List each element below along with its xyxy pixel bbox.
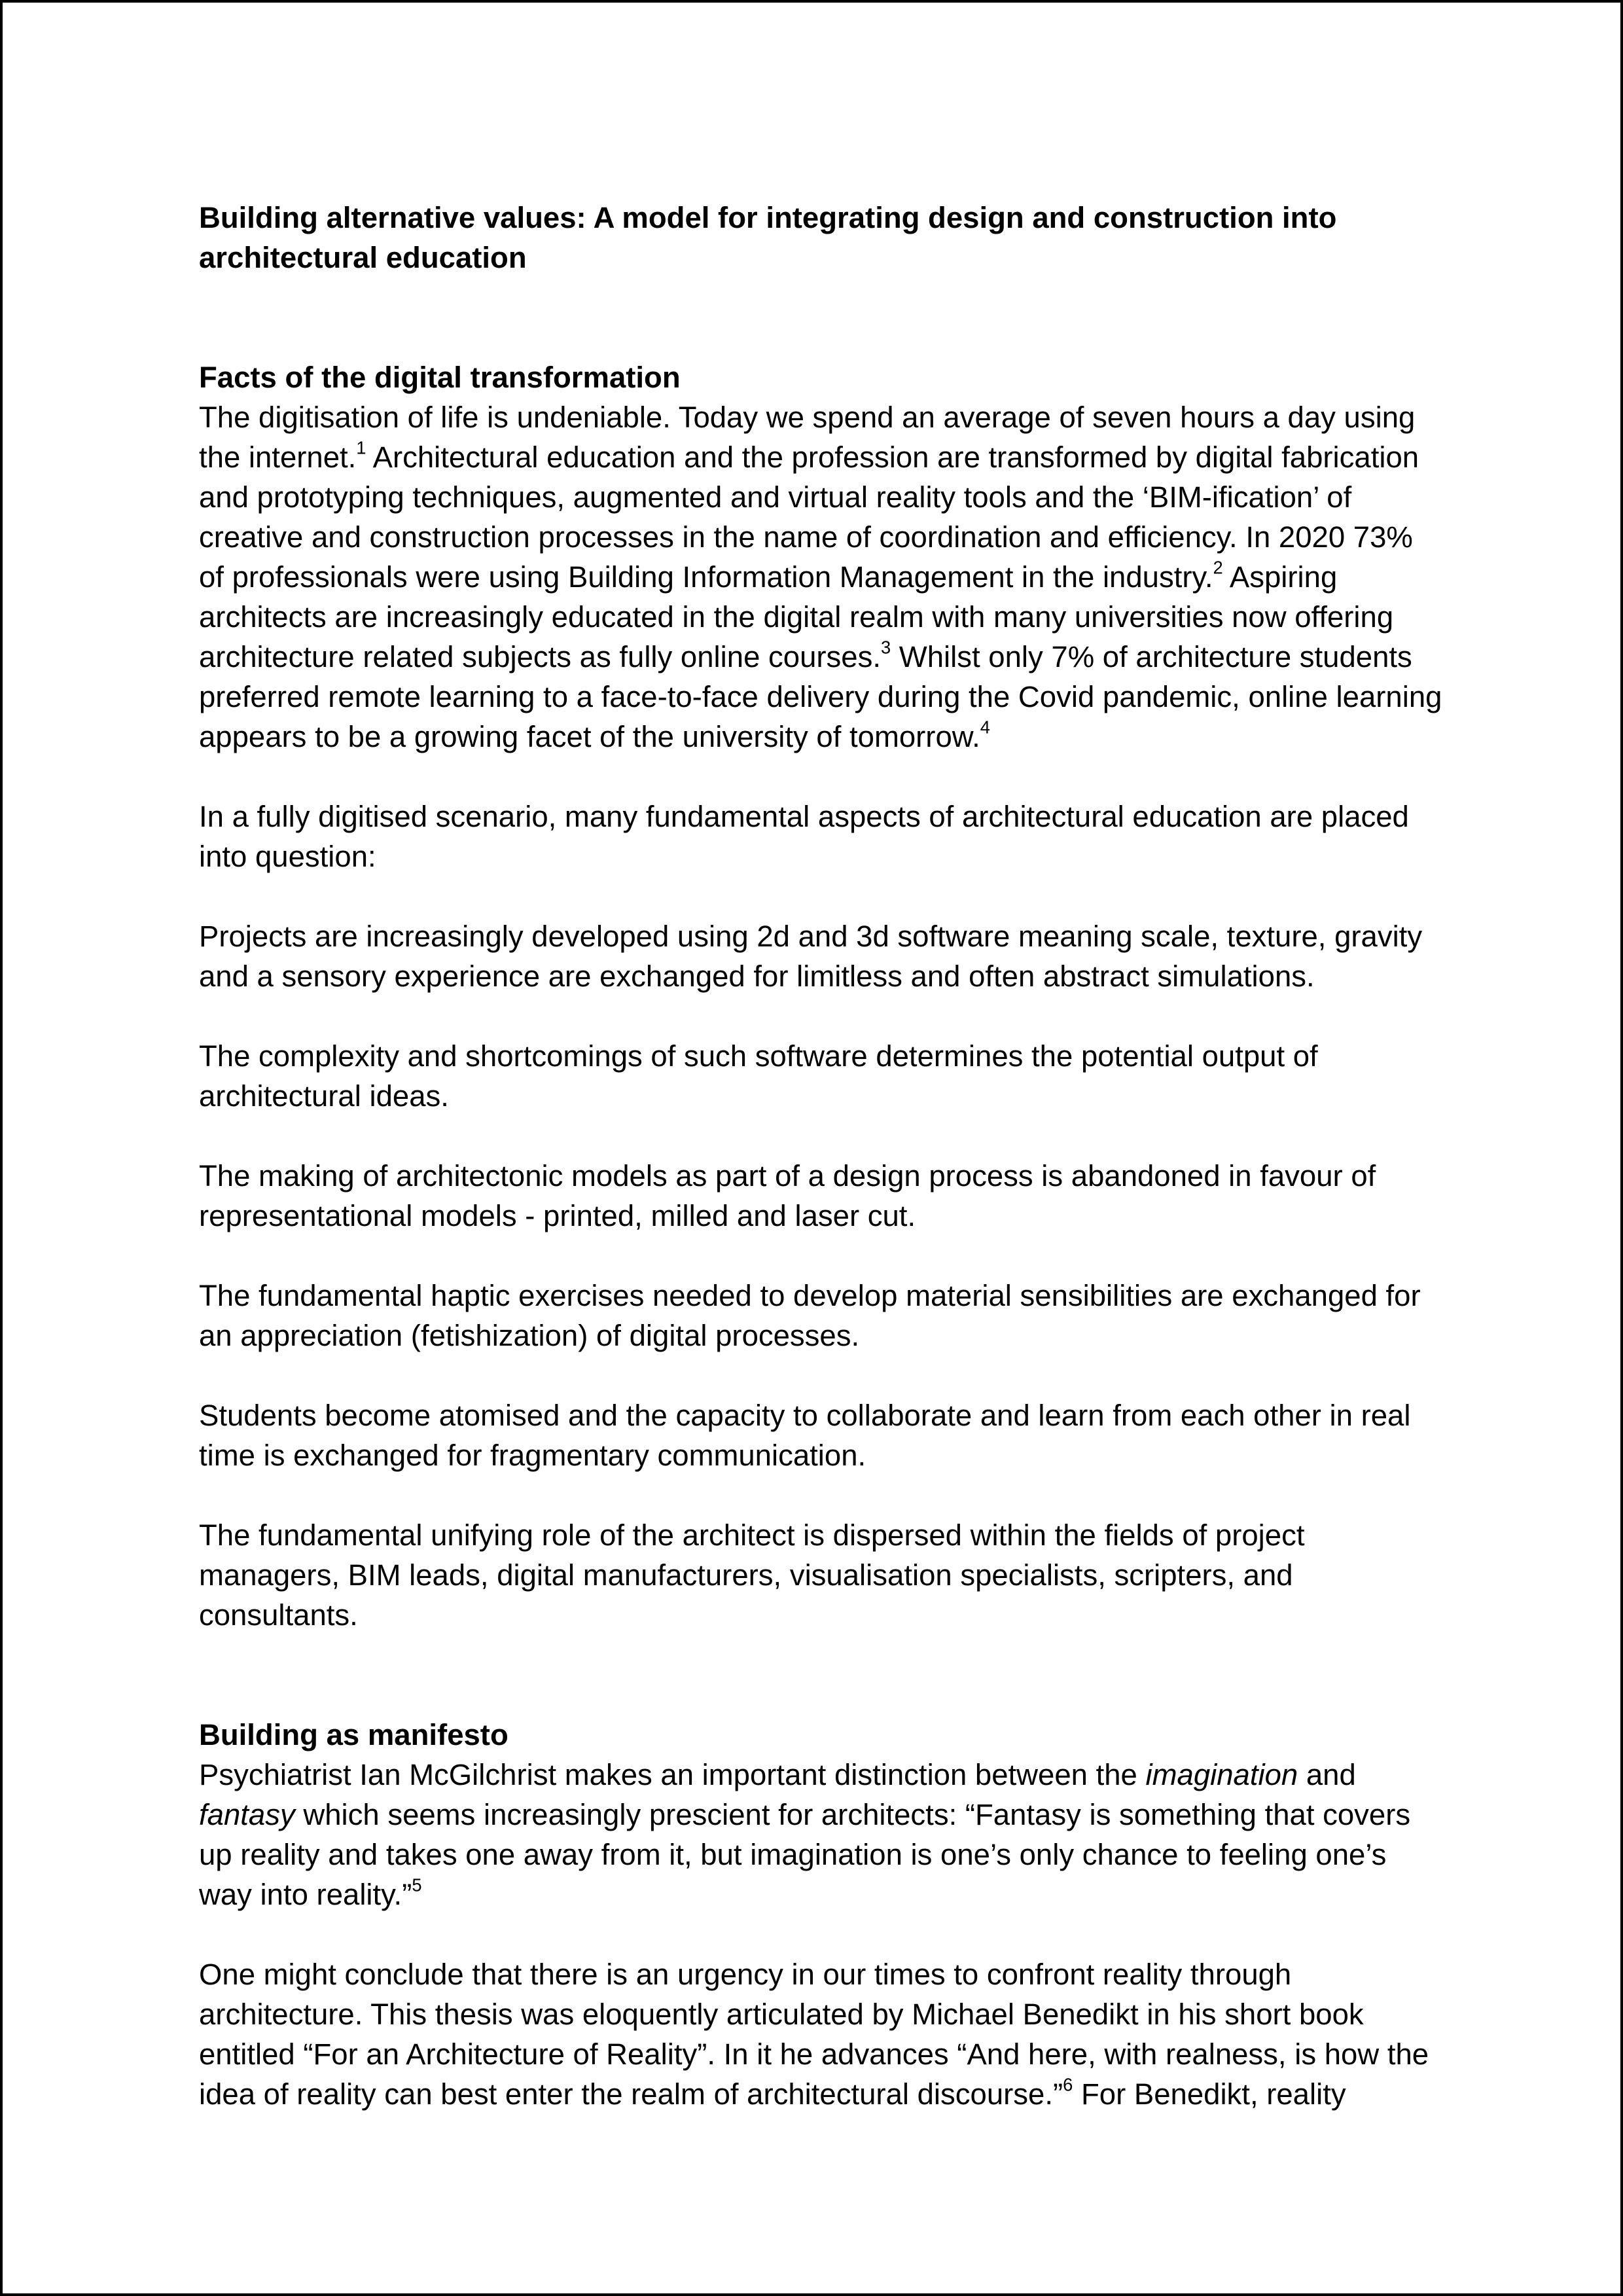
paragraph-models: The making of architectonic models as part of a design process is abandoned in favour of representational models - printed, milled and laser cut. [199, 1159, 1376, 1232]
paragraph-text: Architectural education and the profession are transformed by digital fabrication and prototyping techniques, augmented and virtual reality tools and the ‘BIM-ification’ of creative and construction processes in the name of coordination and efficiency. In 2020 73% of professionals were using Building Information Management in the industry. [199, 440, 1419, 594]
paragraph-benedikt [199, 1954, 1442, 2114]
paragraph-software: The complexity and shortcomings of such software determines the potential output of architectural ideas. [199, 1039, 1318, 1113]
paragraph-text: The digitisation of life is undeniable. Today we spend an average of seven hours a day using the internet. [199, 401, 1416, 474]
paragraph-haptic: The fundamental haptic exercises needed to develop material sensibilities are exchanged for an appreciation (fetishization) of digital processes. [199, 1279, 1421, 1352]
paragraph-mcgilchrist [199, 1755, 1442, 1914]
paragraph-digitisation [199, 397, 1442, 757]
italic-term: imagination [1145, 1758, 1298, 1791]
document-title: Building alternative values: A model for integrating design and construction into architectural education [199, 201, 1337, 274]
paragraph-text: which seems increasingly prescient for architects: “Fantasy is something that covers up reality and takes one away from it, but imagination is one’s only chance to feeling one’s way into reality.” [199, 1798, 1411, 1911]
paragraph-text: Whilst only 7% of architecture students preferred remote learning to a face-to-face delivery during the Covid pandemic, online learning appears to be a growing facet of the university of tomorrow. [199, 640, 1442, 753]
footnote-marker: 3 [880, 637, 891, 658]
footnote-marker: 2 [1213, 557, 1223, 578]
paragraph-text: Aspiring architects are increasingly educated in the digital realm with many universities now offering architecture related subjects as fully online courses. [199, 560, 1394, 673]
paragraph-text: Psychiatrist Ian McGilchrist makes an important distinction between the [199, 1758, 1146, 1791]
paragraph-students: Students become atomised and the capacity to collaborate and learn from each other in real time is exchanged for fragmentary communication. [199, 1399, 1411, 1472]
paragraph-projects: Projects are increasingly developed using 2d and 3d software meaning scale, texture, gravity and a sensory experience are exchanged for limitless and often abstract simulations. [199, 920, 1423, 993]
footnote-marker: 6 [1063, 2074, 1073, 2095]
section-heading-building-manifesto: Building as manifesto [199, 1718, 508, 1751]
footnote-marker: 5 [412, 1874, 422, 1895]
italic-term: fantasy [199, 1798, 295, 1831]
paragraph-architect-role: The fundamental unifying role of the architect is dispersed within the fields of project managers, BIM leads, digital manufacturers, visualisation specialists, scripters, and consultants. [199, 1518, 1305, 1632]
paragraph-text: One might conclude that there is an urgency in our times to confront reality through architecture. This thesis was eloquently articulated by Michael Benedikt in his short book entitled “For an Architecture of Reality”. In it he advances “And here, with realness, is how the idea of reality can best enter the realm of architectural discourse.” [199, 1958, 1429, 2111]
footnote-marker: 4 [980, 717, 990, 738]
paragraph-text: For Benedikt, reality [1073, 2077, 1346, 2111]
footnote-marker: 1 [356, 437, 366, 458]
document-body [199, 198, 1442, 2114]
paragraph-fully-digitised: In a fully digitised scenario, many fundamental aspects of architectural education are placed into question: [199, 800, 1409, 873]
paragraph-text: and [1298, 1758, 1356, 1791]
section-heading-digital-transformation: Facts of the digital transformation [199, 361, 681, 394]
